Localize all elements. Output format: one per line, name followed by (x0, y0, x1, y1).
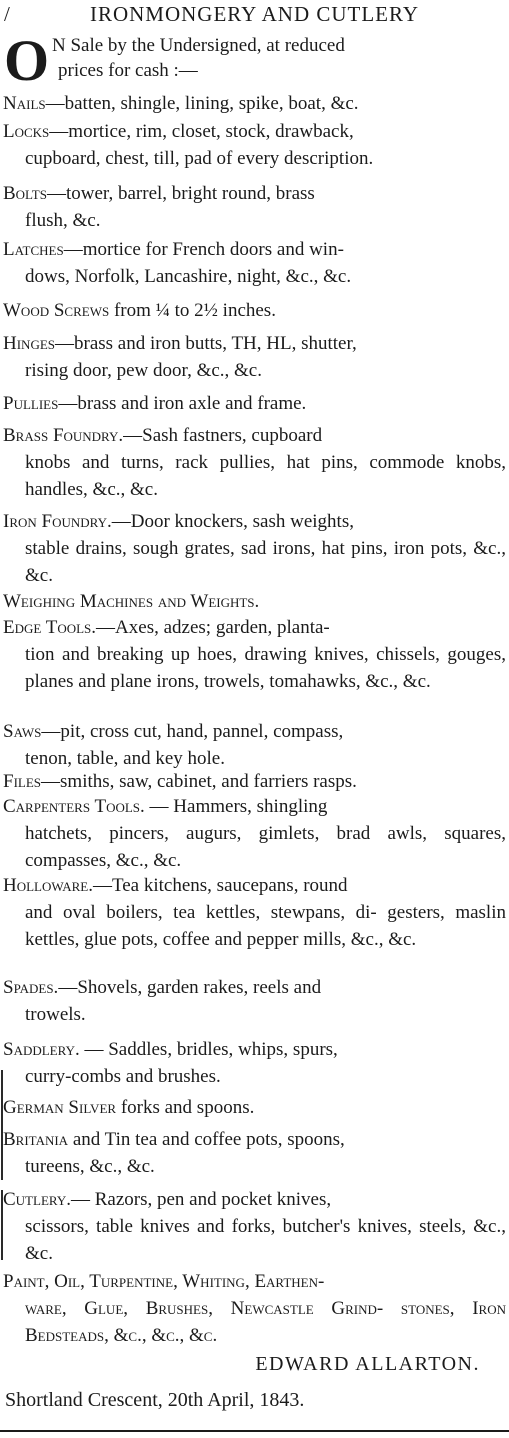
entry-text: forks and spoons. (116, 1097, 255, 1118)
entry-head: Nails (3, 93, 46, 114)
entry-spades (3, 974, 506, 1028)
dateline: Shortland Crescent, 20th April, 1843. (5, 1389, 305, 1411)
entry-edge-tools (3, 614, 506, 695)
entry-pullies (3, 390, 506, 417)
entry-head: German Silver (3, 1097, 117, 1118)
entry-continuation: tureens, &c., &c. (25, 1156, 155, 1177)
intro-line-1: N Sale by the Undersigned, at reduced (52, 35, 345, 56)
entry-locks (3, 118, 506, 172)
entry-paint-oil (3, 1268, 506, 1349)
drop-cap: O (4, 28, 50, 93)
bottom-rule (0, 1430, 509, 1432)
entry-text: —smiths, saw, cabinet, and farriers rasps. (41, 771, 357, 792)
entry-head: Britania (3, 1129, 69, 1150)
title-text: IRONMONGERY AND CUTLERY (89, 2, 420, 26)
entry-iron-foundry (3, 508, 506, 589)
entry-nails (3, 90, 506, 117)
entry-latches (3, 236, 506, 290)
entry-carpenters-tools (3, 793, 506, 874)
advertisement-title (0, 2, 509, 27)
entry-head: Brass Foundry. (3, 425, 124, 446)
entry-head: Locks (3, 121, 50, 142)
entry-head: Weighing Machines and Weights. (3, 591, 260, 612)
entry-saws (3, 718, 506, 772)
entry-german-silver (3, 1094, 506, 1121)
entry-head: Bolts (3, 183, 47, 204)
entry-head: Files (3, 771, 42, 792)
entry-continuation: cupboard, chest, till, pad of every description. (25, 148, 374, 169)
entry-head: Spades. (3, 977, 59, 998)
intro-line-2: prices for cash :— (58, 60, 198, 81)
entry-files (3, 768, 506, 795)
entry-head: Latches (3, 239, 64, 260)
entry-continuation: ware, Glue, Brushes, Newcastle Grind- stones, Iron Bedsteads, &c., &c., &c. (25, 1298, 506, 1346)
entry-britania (3, 1126, 506, 1180)
entry-text: —Shovels, garden rakes, reels and (58, 977, 322, 998)
entry-text: —batten, shingle, lining, spike, boat, &c. (45, 93, 359, 114)
entry-head: Pullies (3, 393, 59, 414)
entry-continuation: tion and breaking up hoes, drawing knives, chissels, gouges, planes and plane irons, trowels, tomahawks, &c., &c. (25, 644, 506, 692)
entry-continuation: stable drains, sough grates, sad irons, hat pins, iron pots, &c., &c. (25, 538, 506, 586)
entry-continuation: curry-combs and brushes. (25, 1066, 221, 1087)
entry-head: Hinges (3, 333, 55, 354)
entry-continuation: trowels. (25, 1004, 86, 1025)
entry-head: Paint, Oil, Turpentine, Whiting, Earthen- (3, 1271, 325, 1292)
entry-head: Carpenters Tools. (3, 796, 145, 817)
entry-text: —Sash fastners, cupboard (123, 425, 323, 446)
tick-mark: / (4, 2, 11, 26)
entry-continuation: rising door, pew door, &c., &c. (25, 360, 262, 381)
entry-text: — Saddles, bridles, whips, spurs, (79, 1039, 338, 1060)
entry-head: Saws (3, 721, 42, 742)
entry-continuation: scissors, table knives and forks, butcher's knives, steels, &c., &c. (25, 1216, 506, 1264)
entry-saddlery (3, 1036, 506, 1090)
entry-head: Wood Screws (3, 300, 110, 321)
entry-hinges (3, 330, 506, 384)
entry-text: —mortice, rim, closet, stock, drawback, (49, 121, 354, 142)
entry-text: —Axes, adzes; garden, planta- (96, 617, 330, 638)
entry-head: Holloware. (3, 875, 93, 896)
entry-head: Iron Foundry. (3, 511, 112, 532)
entry-wood-screws (3, 297, 506, 324)
margin-rule (1, 1190, 3, 1260)
margin-rule (1, 1070, 3, 1180)
entry-text: and Tin tea and coffee pots, spoons, (68, 1129, 345, 1150)
entry-continuation: tenon, table, and key hole. (25, 748, 225, 769)
entry-text: —Tea kitchens, saucepans, round (92, 875, 348, 896)
entry-text: — Razors, pen and pocket knives, (70, 1189, 332, 1210)
entry-holloware (3, 872, 506, 953)
entry-continuation: flush, &c. (25, 210, 101, 231)
entry-bolts (3, 180, 506, 234)
entry-head: Saddlery. (3, 1039, 80, 1060)
entry-text: —pit, cross cut, hand, pannel, compass, (41, 721, 344, 742)
entry-text: —brass and iron butts, TH, HL, shutter, (55, 333, 357, 354)
entry-text: from ¼ to 2½ inches. (109, 300, 276, 321)
entry-continuation: and oval boilers, tea kettles, stewpans, di- gesters, maslin kettles, glue pots, coffee and pepper mills, &c., &c. (25, 902, 506, 950)
entry-cutlery (3, 1186, 506, 1267)
entry-text: —brass and iron axle and frame. (58, 393, 307, 414)
entry-weighing-machines (3, 588, 506, 615)
entry-text: —tower, barrel, bright round, brass (46, 183, 315, 204)
signature: EDWARD ALLARTON. (255, 1353, 480, 1375)
entry-brass-foundry (3, 422, 506, 503)
entry-text: —mortice for French doors and win- (63, 239, 344, 260)
entry-continuation: hatchets, pincers, augurs, gimlets, brad awls, squares, compasses, &c., &c. (25, 823, 506, 871)
entry-text: —Door knockers, sash weights, (111, 511, 354, 532)
entry-head: Edge Tools. (3, 617, 97, 638)
entry-continuation: dows, Norfolk, Lancashire, night, &c., &c. (25, 266, 352, 287)
entry-text: — Hammers, shingling (144, 796, 328, 817)
entry-head: Cutlery. (3, 1189, 71, 1210)
entry-continuation: knobs and turns, rack pullies, hat pins, commode knobs, handles, &c., &c. (25, 452, 506, 500)
